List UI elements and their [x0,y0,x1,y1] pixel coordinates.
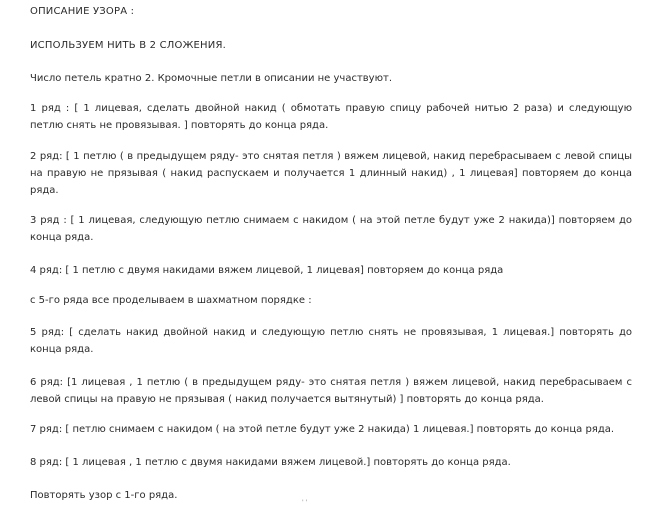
row-3-instruction: 3 ряд : [ 1 лицевая, следующую петлю снимаем с накидом ( на этой петле будут уже 2 накида)] повторяем до конца ряда. [30,215,632,243]
yarn-note: ИСПОЛЬЗУЕМ НИТЬ В 2 СЛОЖЕНИЯ. [30,40,226,51]
row-8-instruction: 8 ряд: [ 1 лицевая , 1 петлю с двумя накидами вяжем лицевой.] повторять до конца ряда. [30,457,511,468]
bottom-mark: ' ' [302,499,308,506]
row-6-instruction: 6 ряд: [1 лицевая , 1 петлю ( в предыдущем ряду- это снятая петля ) вяжем лицевой, накид перебрасываем с левой спицы на правую не прязывая ( накид получается вытянутый) ] повторять до конца ряда. [30,377,632,405]
row-4-instruction: 4 ряд: [ 1 петлю с двумя накидами вяжем лицевой, 1 лицевая] повторяем до конца ряда [30,265,504,276]
row-7-instruction: 7 ряд: [ петлю снимаем с накидом ( на этой петле будут уже 2 накида) 1 лицевая.] повторять до конца ряда. [30,424,615,435]
row-5-instruction: 5 ряд: [ сделать накид двойной накид и следующую петлю снять не провязывая, 1 лицевая.] повторять до конца ряда. [30,327,632,355]
document-title: ОПИСАНИЕ УЗОРА : [30,6,135,17]
repeat-note: Повторять узор с 1-го ряда. [30,490,178,501]
row-2-instruction: 2 ряд: [ 1 петлю ( в предыдущем ряду- это снятая петля ) вяжем лицевой, накид перебрасываем с левой спицы на правую не прязывая ( накид распускаем и получается 1 длинный накид) , 1 лицевая] повторяем до конца ряда. [30,151,632,196]
stitch-count-note: Число петель кратно 2. Кромочные петли в описании не участвуют. [30,73,393,84]
row-1-instruction: 1 ряд : [ 1 лицевая, сделать двойной накид ( обмотать правую спицу рабочей нитью 2 раза) и следующую петлю снять не провязывая. ] повторять до конца ряда. [30,103,632,131]
chess-order-note: с 5-го ряда все проделываем в шахматном порядке : [30,295,312,306]
